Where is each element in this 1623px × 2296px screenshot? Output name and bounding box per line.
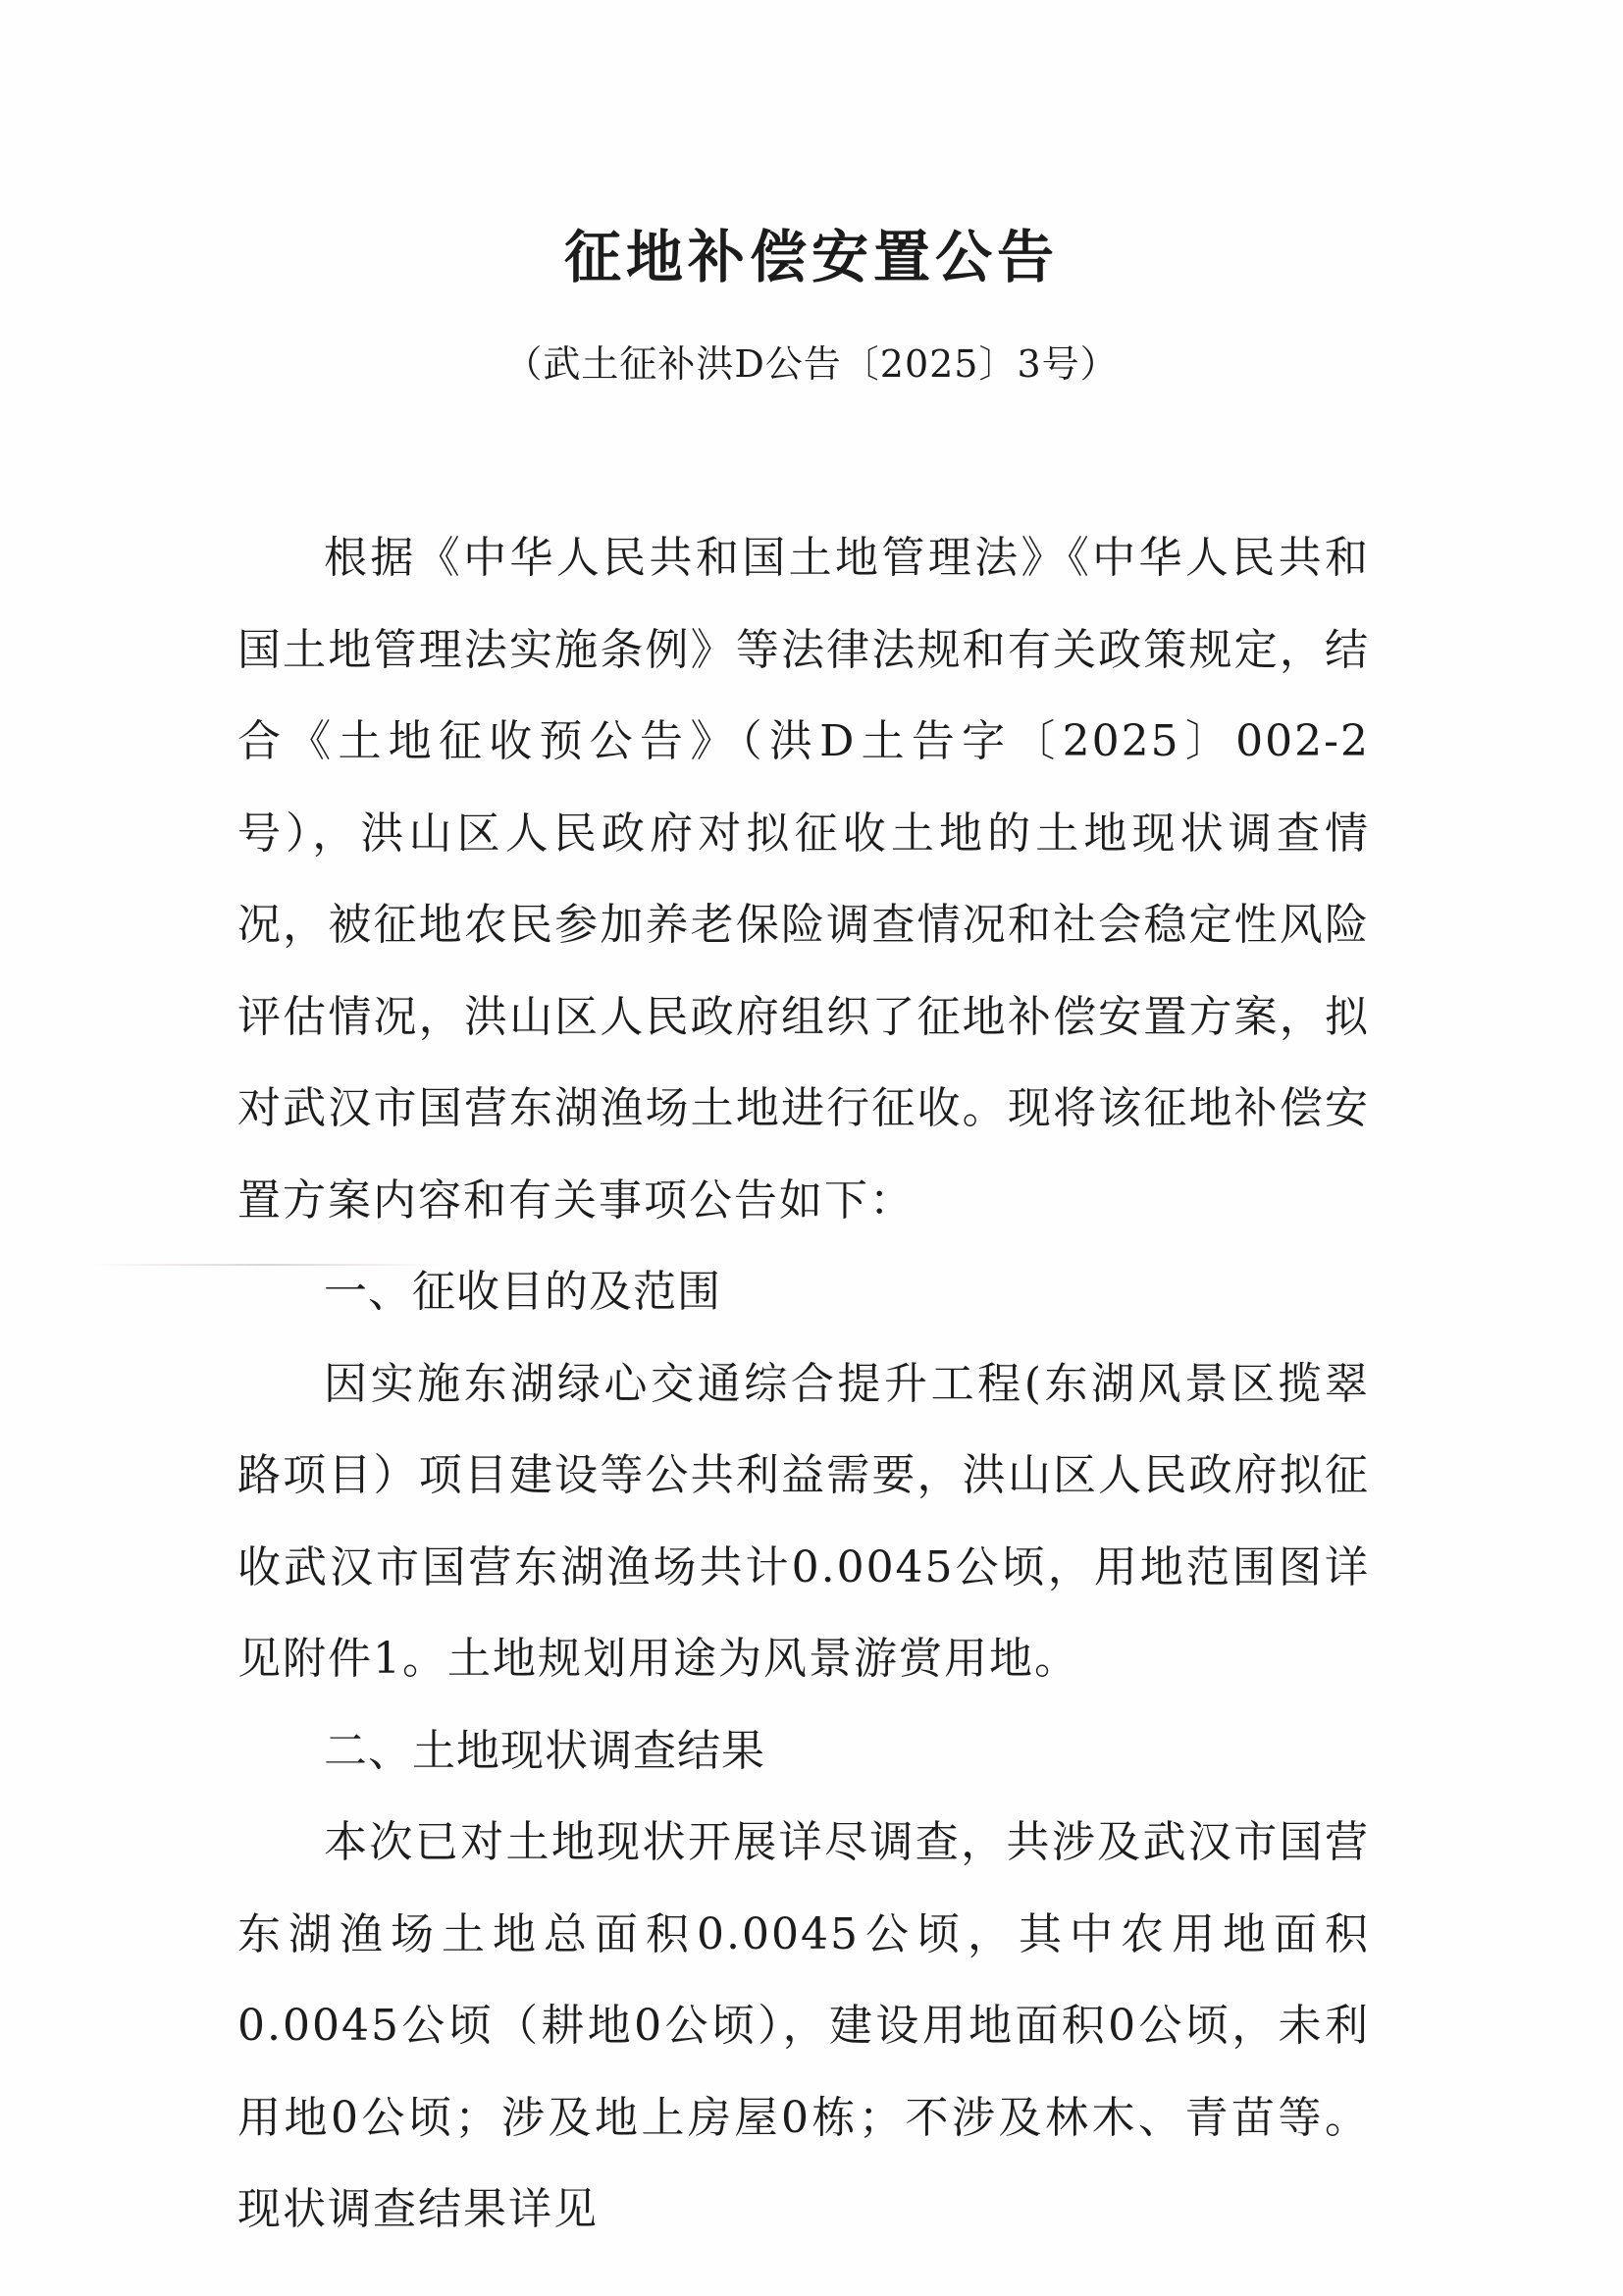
survey-results-paragraph: 本次已对土地现状开展详尽调查，共涉及武汉市国营东湖渔场土地总面积0.0045公顷，其中农用地面积0.0045公顷（耕地0公顷），建设用地面积0公顷，未利用地0公顷；涉及地上房屋0栋；不涉及林木、青苗等。现状调查结果详见 xyxy=(237,1817,1370,2234)
document-body xyxy=(237,512,1370,2256)
document-title: 征地补偿安置公告 xyxy=(563,224,1059,290)
purpose-scope-paragraph: 因实施东湖绿心交通综合提升工程(东湖风景区揽翠路项目）项目建设等公共利益需要，洪山区人民政府拟征收武汉市国营东湖渔场共计0.0045公顷，用地范围图详见附件1。土地规划用途为风景游赏用地。 xyxy=(237,1358,1370,1684)
section-heading-purpose-scope: 一、征收目的及范围 xyxy=(324,1267,721,1317)
intro-paragraph: 根据《中华人民共和国土地管理法》《中华人民共和国土地管理法实施条例》等法律法规和有关政策规定，结合《土地征收预公告》（洪D土告字〔2025〕002-2号），洪山区人民政府对拟征收土地的土地现状调查情况，被征地农民参加养老保险调查情况和社会稳定性风险评估情况，洪山区人民政府组织了征地补偿安置方案，拟对武汉市国营东湖渔场土地进行征收。现将该征地补偿安置方案内容和有关事项公告如下： xyxy=(237,533,1370,1226)
scan-artifact-line xyxy=(88,1264,442,1266)
document-number: （武土征补洪D公告〔2025〕3号） xyxy=(504,342,1119,386)
section-heading-survey-results: 二、土地现状调查结果 xyxy=(324,1725,765,1776)
